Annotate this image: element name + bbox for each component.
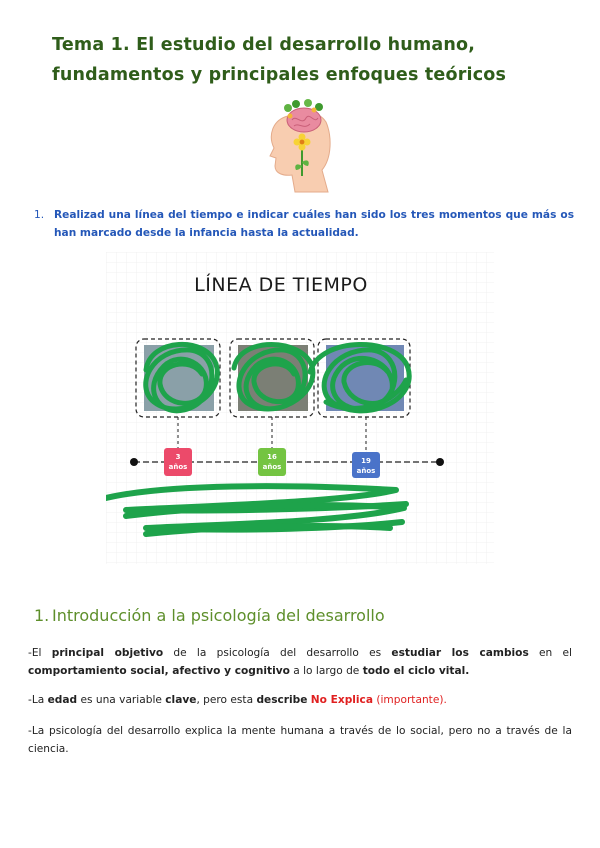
p1-bold-comportamiento: comportamiento social, afectivo y cognitivo (28, 665, 290, 677)
p2-bold-clave: clave (165, 694, 197, 706)
section-number: 1. (34, 606, 50, 625)
age-marker-3-number: 19 (361, 457, 371, 465)
p1-text-1: -El (28, 647, 52, 659)
p1-text-4: a lo largo de (289, 665, 363, 677)
timeline-start-dot (130, 458, 138, 466)
age-marker-1-unit: años (168, 463, 188, 471)
p2-red-no-explica: No Explica (310, 694, 373, 706)
timeline-graphic (106, 252, 494, 564)
age-marker-1-number: 3 (175, 453, 181, 461)
p2-text-2: es una variable (77, 694, 166, 706)
question-text: Realizad una línea del tiempo e indicar cuáles han sido los tres momentos que más os han marcado desde la infancia hasta la actualidad. (54, 209, 574, 239)
head-brain-flower-illustration (262, 96, 334, 196)
paragraph-3: -La psicología del desarrollo explica la mente humana a través de lo social, pero no a través de la ciencia. (28, 725, 572, 755)
timeline-title: LÍNEA DE TIEMPO (194, 274, 368, 296)
p1-bold-estudiar-cambios: estudiar los cambios (391, 647, 529, 659)
p1-bold-principal-objetivo: principal objetivo (51, 647, 164, 659)
age-marker-3-unit: años (356, 467, 376, 475)
section-title: Introducción a la psicología del desarrollo (52, 606, 385, 625)
paragraph-1 (28, 644, 572, 680)
question-number: 1. (34, 209, 45, 221)
timeline-end-dot (436, 458, 444, 466)
p2-bold-edad: edad (47, 694, 78, 706)
age-marker-2-unit: años (262, 463, 282, 471)
age-marker-2-number: 16 (267, 453, 277, 461)
paragraph-2 (28, 691, 572, 709)
p2-bold-describe: describe (256, 694, 308, 706)
p1-text-3: en el (528, 647, 572, 659)
timeline-canvas (106, 252, 494, 564)
title-line-1: Tema 1. El estudio del desarrollo humano, (52, 35, 476, 55)
p2-red-importante: (importante). (372, 694, 447, 706)
p2-text-3: , pero esta (196, 694, 257, 706)
p2-text-1: -La (28, 694, 48, 706)
p1-bold-ciclo-vital: todo el ciclo vital. (362, 665, 470, 677)
p1-text-2: de la psicología del desarrollo es (163, 647, 392, 659)
page-title (52, 30, 572, 90)
title-line-2: fundamentos y principales enfoques teóricos (52, 65, 507, 85)
